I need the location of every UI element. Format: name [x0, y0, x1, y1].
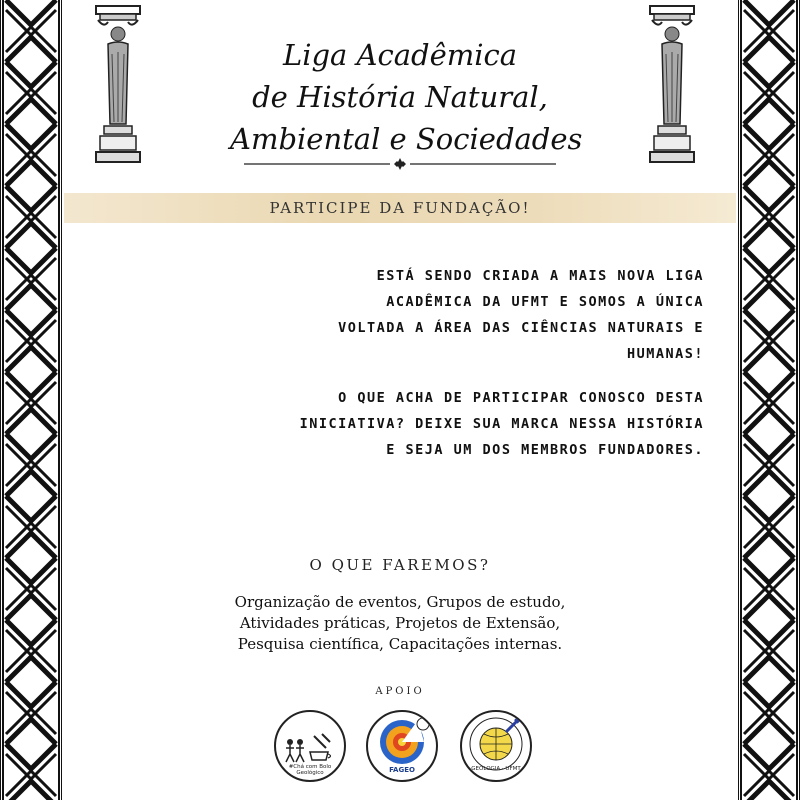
activities-list: [190, 592, 610, 655]
support-label: APOIO: [375, 686, 425, 697]
intro-paragraph-1: [284, 263, 704, 367]
activities-heading: O QUE FAREMOS?: [309, 556, 491, 574]
caryatid-column-right-icon: [648, 4, 696, 170]
ornamental-divider-icon: [244, 158, 556, 170]
logo-3-caption: GEOLOGIA · UFMT: [471, 766, 521, 772]
intro-paragraph-2: [284, 385, 704, 463]
activities-line: Atividades práticas, Projetos de Extensão,: [239, 614, 561, 632]
intro-p2-line: E SEJA UM DOS MEMBROS FUNDADORES.: [386, 442, 704, 458]
intro-p1-line: VOLTADA A ÁREA DAS CIÊNCIAS NATURAIS E: [338, 320, 704, 336]
intro-p1-line: ESTÁ SENDO CRIADA A MAIS NOVA LIGA: [376, 268, 704, 284]
intro-p1-line: ACADÊMICA DA UFMT E SOMOS A ÚNICA: [386, 294, 704, 310]
right-decorative-border: [738, 0, 800, 800]
title-line-1: Liga Acadêmica: [282, 38, 518, 72]
geologia-ufmt-logo: [460, 710, 532, 782]
logo-1-caption: #Chá com Bolo Geológico: [288, 764, 332, 776]
logo-2-caption: FAGEO: [389, 766, 415, 774]
left-decorative-border: [0, 0, 62, 800]
fageo-logo: [366, 710, 438, 782]
activities-line: Pesquisa científica, Capacitações internas.: [237, 635, 563, 653]
title-line-2: de História Natural,: [252, 80, 548, 114]
caryatid-column-left-icon: [94, 4, 142, 170]
title-line-3: Ambiental e Sociedades: [230, 122, 583, 156]
banner-text: PARTICIPE DA FUNDAÇÃO!: [269, 199, 531, 217]
intro-p2-line: O QUE ACHA DE PARTICIPAR CONOSCO DESTA: [338, 390, 704, 406]
intro-p2-line: INICIATIVA? DEIXE SUA MARCA NESSA HISTÓRIA: [299, 416, 704, 432]
intro-p1-line: HUMANAS!: [626, 346, 704, 362]
activities-line: Organização de eventos, Grupos de estudo,: [234, 593, 566, 611]
cha-com-bolo-geologico-logo: [274, 710, 346, 782]
page-title: [230, 34, 583, 160]
